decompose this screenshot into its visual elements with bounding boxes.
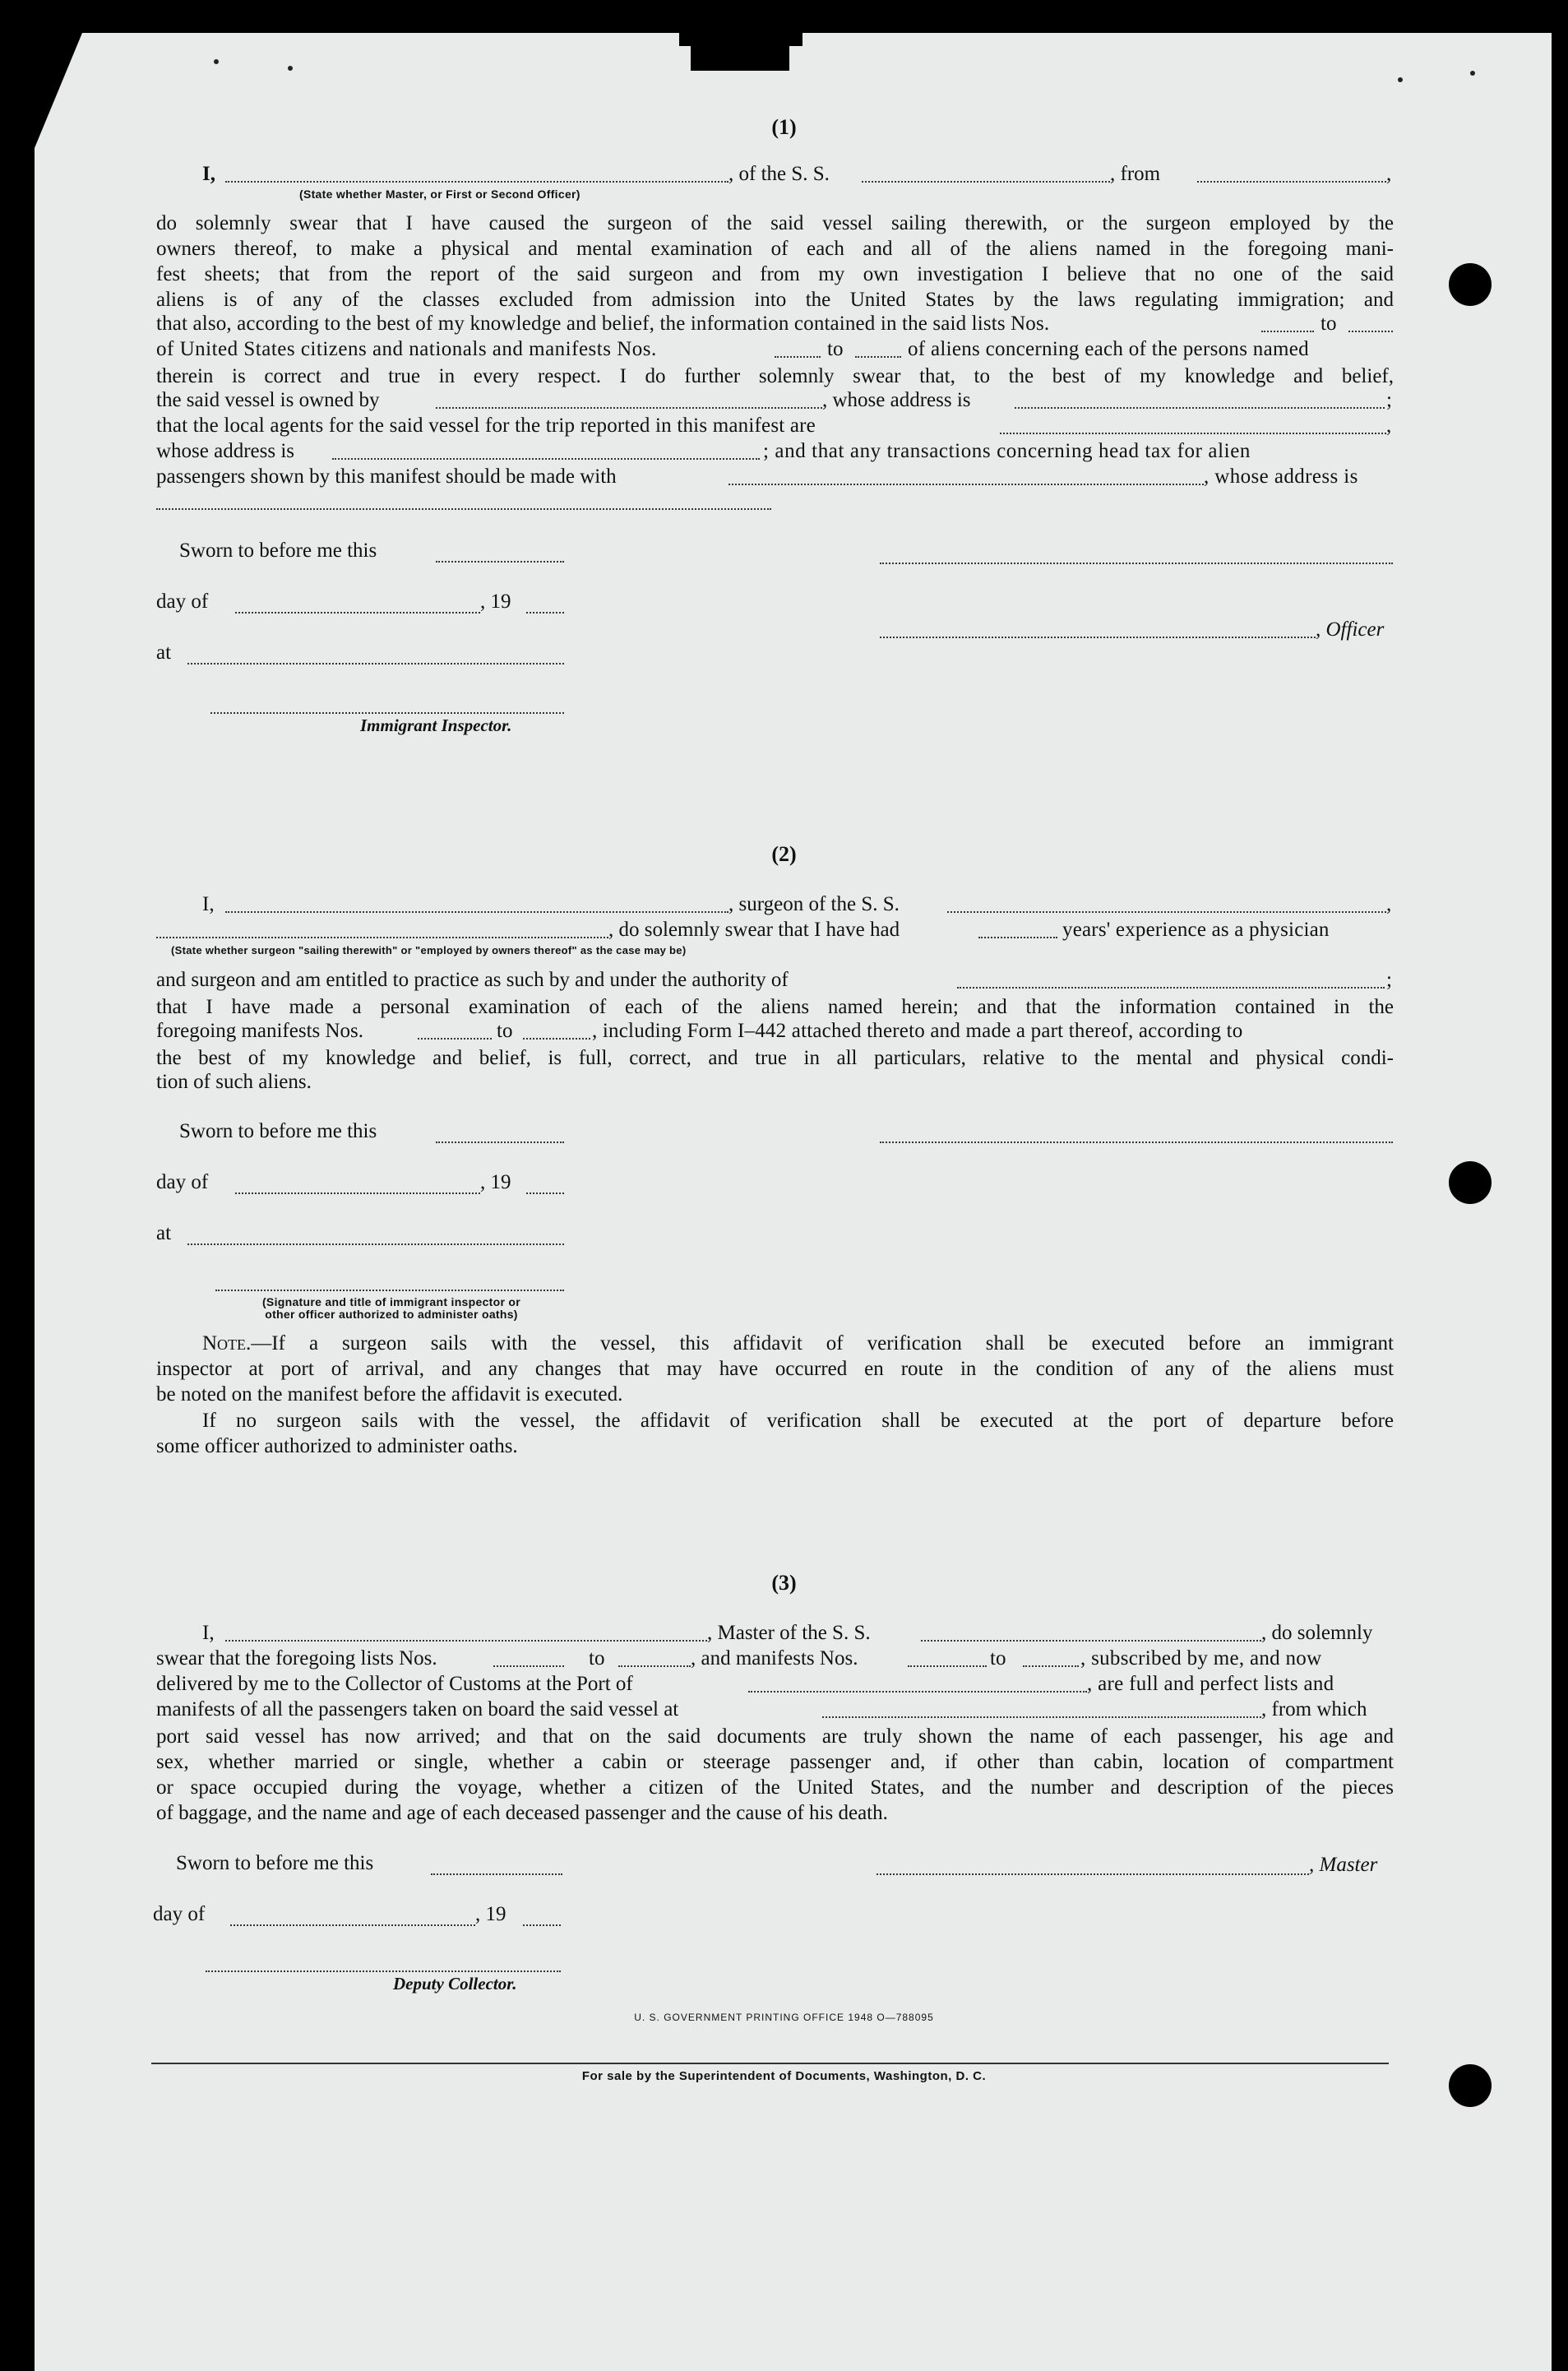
s3-month-field[interactable] bbox=[230, 1923, 475, 1926]
s2-line5: foregoing manifests Nos. bbox=[156, 1020, 364, 1042]
speck bbox=[1470, 71, 1475, 76]
s2-note-line bbox=[202, 1331, 1394, 1356]
s2-note-text: —If a surgeon sails with the vessel, this affidavit of verification shall be executed before an immigrant bbox=[251, 1332, 1394, 1355]
s2-manifests-to-field[interactable] bbox=[523, 1036, 590, 1040]
s1-line6-to: to bbox=[1321, 313, 1337, 335]
s1-headtax-field[interactable] bbox=[728, 482, 1204, 485]
s3-line3-end: , are full and perfect lists and bbox=[1087, 1673, 1334, 1695]
s1-sworn: Sworn to before me this bbox=[179, 539, 377, 562]
s1-month-field[interactable] bbox=[235, 610, 480, 614]
s1-line7-to: to bbox=[827, 338, 844, 360]
s2-sworn-day-field[interactable] bbox=[436, 1140, 564, 1143]
s1-inspector-signature[interactable] bbox=[210, 711, 564, 714]
s3-master-field[interactable] bbox=[225, 1638, 707, 1642]
punch-hole bbox=[1449, 263, 1492, 306]
s1-inspector-label: Immigrant Inspector. bbox=[360, 715, 512, 735]
s1-line6: that also, according to the best of my knowledge and belief, the information contained in the said lists Nos. bbox=[156, 313, 1050, 335]
s1-agents-address-field[interactable] bbox=[332, 456, 760, 460]
speck bbox=[1398, 77, 1403, 82]
s2-authority-field[interactable] bbox=[957, 985, 1385, 989]
s3-sworn-day-field[interactable] bbox=[431, 1872, 562, 1875]
s2-note2-line: If no surgeon sails with the vessel, the affidavit of verification shall be executed at the port of departure before bbox=[202, 1410, 1394, 1432]
s1-manifests-to-field[interactable] bbox=[855, 354, 901, 358]
section-2-number: (2) bbox=[771, 842, 797, 866]
s2-line2: , do solemnly swear that I have had bbox=[608, 919, 900, 941]
s2-at-field[interactable] bbox=[187, 1242, 564, 1245]
s2-note-line: be noted on the manifest before the affidavit is executed. bbox=[156, 1383, 623, 1405]
s3-line1-end: , do solemnly bbox=[1261, 1622, 1373, 1644]
s1-line7-end: of aliens concerning each of the persons named bbox=[908, 338, 1309, 360]
speck bbox=[288, 66, 293, 71]
s2-line2-end: years' experience as a physician bbox=[1062, 919, 1330, 941]
s2-manifests-from-field[interactable] bbox=[418, 1036, 492, 1040]
s1-text-line: do solemnly swear that I have caused the surgeon of the said vessel sailing therewith, or the surgeon employed by the bbox=[156, 212, 1394, 234]
s1-officer-signature[interactable] bbox=[880, 561, 1393, 564]
s3-manifests-to-field[interactable] bbox=[1023, 1664, 1079, 1667]
s2-years-field[interactable] bbox=[978, 935, 1057, 938]
s3-19: , 19 bbox=[475, 1903, 506, 1925]
s3-line3: delivered by me to the Collector of Customs at the Port of bbox=[156, 1673, 633, 1695]
s1-at-field[interactable] bbox=[187, 661, 564, 665]
s2-at: at bbox=[156, 1222, 172, 1244]
s2-note-line: inspector at port of arrival, and any changes that may have occurred en route in the condition of any of the aliens must bbox=[156, 1358, 1394, 1380]
s3-text-line: of baggage, and the name and age of each deceased passenger and the cause of his death. bbox=[156, 1802, 888, 1824]
s2-signature-note-1: (Signature and title of immigrant inspector or bbox=[261, 1295, 521, 1308]
s1-line12: passengers shown by this manifest should be made with bbox=[156, 465, 617, 488]
s2-surgeon-type-field[interactable] bbox=[156, 935, 608, 938]
s2-signature-note-2: other officer authorized to administer oaths) bbox=[265, 1308, 518, 1321]
s1-line11: whose address is bbox=[156, 440, 295, 462]
s1-text-line: fest sheets; that from the report of the said surgeon and from my own investigation I believe that no one of the said bbox=[156, 263, 1394, 285]
s2-line6: the best of my knowledge and belief, is full, correct, and true in all particulars, relative to the mental and physical condi- bbox=[156, 1047, 1394, 1069]
s3-line1-ss: , Master of the S. S. bbox=[707, 1622, 871, 1644]
s1-line1-ss: , of the S. S. bbox=[728, 163, 830, 185]
s1-manifests-from-field[interactable] bbox=[775, 354, 821, 358]
s1-line9: the said vessel is owned by bbox=[156, 389, 380, 411]
s1-text-line: owners thereof, to make a physical and mental examination of each and all of the aliens named in the foregoing mani- bbox=[156, 238, 1394, 260]
s1-sworn-day-field[interactable] bbox=[436, 559, 564, 563]
s3-vessel-field[interactable] bbox=[921, 1638, 1261, 1642]
s1-headtax-address-field[interactable] bbox=[156, 507, 771, 510]
s1-owner-address-field[interactable] bbox=[1015, 405, 1385, 409]
s3-line2-to2: to bbox=[990, 1647, 1006, 1669]
footer-rule bbox=[151, 2063, 1389, 2064]
s3-master-label: , Master bbox=[1309, 1854, 1378, 1876]
s3-collector-signature[interactable] bbox=[206, 1969, 561, 1972]
s1-lists-to-field[interactable] bbox=[1348, 329, 1393, 332]
s3-line2: swear that the foregoing lists Nos. bbox=[156, 1647, 437, 1669]
s1-text-line: aliens is of any of the classes excluded from admission into the United States by the laws regulating immigration; and bbox=[156, 289, 1394, 311]
s2-line7: tion of such aliens. bbox=[156, 1071, 312, 1093]
s2-line1-ss: , surgeon of the S. S. bbox=[728, 893, 900, 915]
s1-from-field[interactable] bbox=[1197, 179, 1386, 183]
s1-line7: of United States citizens and nationals and manifests Nos. bbox=[156, 338, 657, 360]
s2-line5-end: , including Form I–442 attached thereto and made a part thereof, according to bbox=[592, 1020, 1243, 1042]
s2-note-label: Note. bbox=[202, 1332, 252, 1355]
s3-text-line: port said vessel has now arrived; and that on the said documents are truly shown the name of each passenger, his age and bbox=[156, 1725, 1394, 1748]
s2-vessel-field[interactable] bbox=[947, 910, 1386, 913]
s3-text-line: or space occupied during the voyage, whether a citizen of the United States, and the number and description of the pieces bbox=[156, 1776, 1394, 1799]
s3-line4: manifests of all the passengers taken on board the said vessel at bbox=[156, 1698, 679, 1720]
punch-hole bbox=[1449, 1161, 1492, 1204]
s1-officer-note: (State whether Master, or First or Second Officer) bbox=[299, 188, 580, 201]
s3-line2-end: , subscribed by me, and now bbox=[1080, 1647, 1322, 1669]
section-3-number: (3) bbox=[771, 1571, 797, 1595]
s1-agents-field[interactable] bbox=[1000, 431, 1386, 434]
s3-sworn: Sworn to before me this bbox=[176, 1852, 374, 1874]
gpo-imprint: U. S. GOVERNMENT PRINTING OFFICE 1948 O—788095 bbox=[634, 2012, 934, 2023]
s2-month-field[interactable] bbox=[235, 1191, 480, 1194]
s2-surgeon-signature[interactable] bbox=[880, 1140, 1393, 1143]
s2-inspector-signature[interactable] bbox=[215, 1288, 564, 1291]
s1-year-field[interactable] bbox=[526, 610, 564, 614]
s2-sworn: Sworn to before me this bbox=[179, 1120, 377, 1142]
s2-line4: that I have made a personal examination of each of the aliens named herein; and that the information contained in the bbox=[156, 996, 1394, 1018]
s1-owner-field[interactable] bbox=[436, 405, 822, 409]
section-1-number: (1) bbox=[771, 115, 797, 139]
s2-year-field[interactable] bbox=[526, 1191, 564, 1194]
s1-line1-i: I, bbox=[202, 163, 215, 185]
s1-line10: that the local agents for the said vessel for the trip reported in this manifest are bbox=[156, 414, 816, 437]
s3-lists-from-field[interactable] bbox=[493, 1664, 564, 1667]
s3-line2-to: to bbox=[589, 1647, 605, 1669]
s2-line5-to: to bbox=[497, 1020, 513, 1042]
s2-note2-line: some officer authorized to administer oaths. bbox=[156, 1435, 518, 1457]
s2-19: , 19 bbox=[480, 1171, 511, 1193]
s1-line1-comma: , bbox=[1386, 163, 1392, 185]
s2-signature-note bbox=[219, 1296, 564, 1321]
s3-line2-manifests: , and manifests Nos. bbox=[691, 1647, 858, 1669]
s1-lists-from-field[interactable] bbox=[1261, 329, 1314, 332]
s1-19: , 19 bbox=[480, 590, 511, 613]
s3-master-signature[interactable] bbox=[877, 1872, 1309, 1875]
s3-embark-port-field[interactable] bbox=[822, 1715, 1261, 1718]
s1-line9-semi: ; bbox=[1386, 389, 1392, 411]
s1-vessel-field[interactable] bbox=[862, 179, 1110, 183]
s3-year-field[interactable] bbox=[523, 1923, 561, 1926]
s2-surgeon-note: (State whether surgeon "sailing therewith" or "employed by owners thereof" as the case may be) bbox=[171, 944, 687, 956]
s3-collector-label: Deputy Collector. bbox=[393, 1974, 517, 1994]
s3-line1-i: I, bbox=[202, 1622, 215, 1644]
s2-dayof: day of bbox=[156, 1171, 209, 1193]
s1-officer-title-field[interactable] bbox=[880, 635, 1316, 638]
speck bbox=[214, 59, 219, 64]
s2-line1-comma: , bbox=[1386, 893, 1392, 915]
s2-surgeon-field[interactable] bbox=[225, 910, 728, 913]
s1-dayof: day of bbox=[156, 590, 209, 613]
sale-notice: For sale by the Superintendent of Documents, Washington, D. C. bbox=[581, 2069, 987, 2083]
s3-lists-to-field[interactable] bbox=[618, 1664, 691, 1667]
s1-officer-field[interactable] bbox=[225, 179, 728, 183]
s3-text-line: sex, whether married or single, whether a cabin or steerage passenger and, if other than cabin, location of compartment bbox=[156, 1751, 1394, 1773]
s2-line1-i: I, bbox=[202, 893, 215, 915]
s1-officer-label: , Officer bbox=[1316, 618, 1385, 641]
s3-port-field[interactable] bbox=[748, 1689, 1087, 1693]
s2-line3: and surgeon and am entitled to practice as such by and under the authority of bbox=[156, 969, 789, 991]
s3-dayof: day of bbox=[153, 1903, 206, 1925]
s2-line3-semi: ; bbox=[1386, 969, 1392, 991]
s1-line12-end: , whose address is bbox=[1204, 465, 1358, 488]
s1-line8: therein is correct and true in every respect. I do further solemnly swear that, to the best of my knowledge and belief, bbox=[156, 365, 1394, 387]
s1-line11-end: ; and that any transactions concerning head tax for alien bbox=[763, 440, 1251, 462]
s1-line10-comma: , bbox=[1386, 414, 1392, 437]
s1-line1-from: , from bbox=[1110, 163, 1161, 185]
s3-line4-end: , from which bbox=[1261, 1698, 1367, 1720]
s1-at: at bbox=[156, 641, 172, 664]
s1-line9-addr: , whose address is bbox=[822, 389, 971, 411]
s3-manifests-from-field[interactable] bbox=[908, 1664, 987, 1667]
staple-notch-top bbox=[679, 33, 803, 46]
